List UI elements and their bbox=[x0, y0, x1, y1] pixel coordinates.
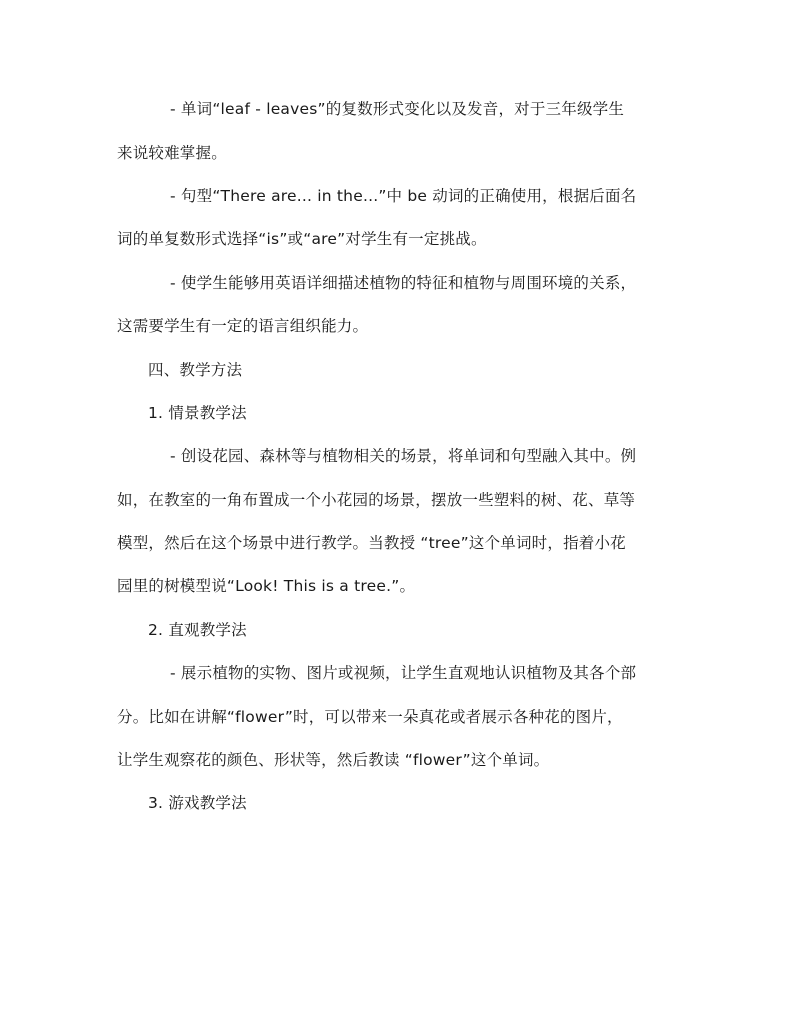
paragraph-line: 这需要学生有一定的语言组织能力。 bbox=[117, 317, 369, 335]
paragraph-line: 模型，然后在这个场景中进行教学。当教授 “tree”这个单词时，指着小花 bbox=[117, 534, 626, 552]
subsection-heading: 3. 游戏教学法 bbox=[148, 794, 247, 812]
section-heading: 四、教学方法 bbox=[148, 361, 243, 379]
subsection-heading: 2. 直观教学法 bbox=[148, 621, 247, 639]
paragraph-line: - 创设花园、森林等与植物相关的场景，将单词和句型融入其中。例 bbox=[170, 447, 637, 465]
paragraph-line: 如，在教室的一角布置成一个小花园的场景，摆放一些塑料的树、花、草等 bbox=[117, 491, 636, 509]
paragraph-line: 词的单复数形式选择“is”或“are”对学生有一定挑战。 bbox=[117, 230, 487, 248]
paragraph-line: 来说较难掌握。 bbox=[117, 144, 227, 162]
paragraph-line: - 句型“There are... in the...”中 be 动词的正确使用，根据后面名 bbox=[170, 187, 637, 205]
paragraph-line: 分。比如在讲解“flower”时，可以带来一朵真花或者展示各种花的图片， bbox=[117, 708, 623, 726]
paragraph-line: - 单词“leaf - leaves”的复数形式变化以及发音，对于三年级学生 bbox=[170, 100, 625, 118]
paragraph-line: - 展示植物的实物、图片或视频，让学生直观地认识植物及其各个部 bbox=[170, 664, 637, 682]
paragraph-line: 园里的树模型说“Look! This is a tree.”。 bbox=[117, 577, 416, 595]
paragraph-line: - 使学生能够用英语详细描述植物的特征和植物与周围环境的关系， bbox=[170, 274, 637, 292]
paragraph-line: 让学生观察花的颜色、形状等，然后教读 “flower”这个单词。 bbox=[117, 751, 550, 769]
subsection-heading: 1. 情景教学法 bbox=[148, 404, 247, 422]
